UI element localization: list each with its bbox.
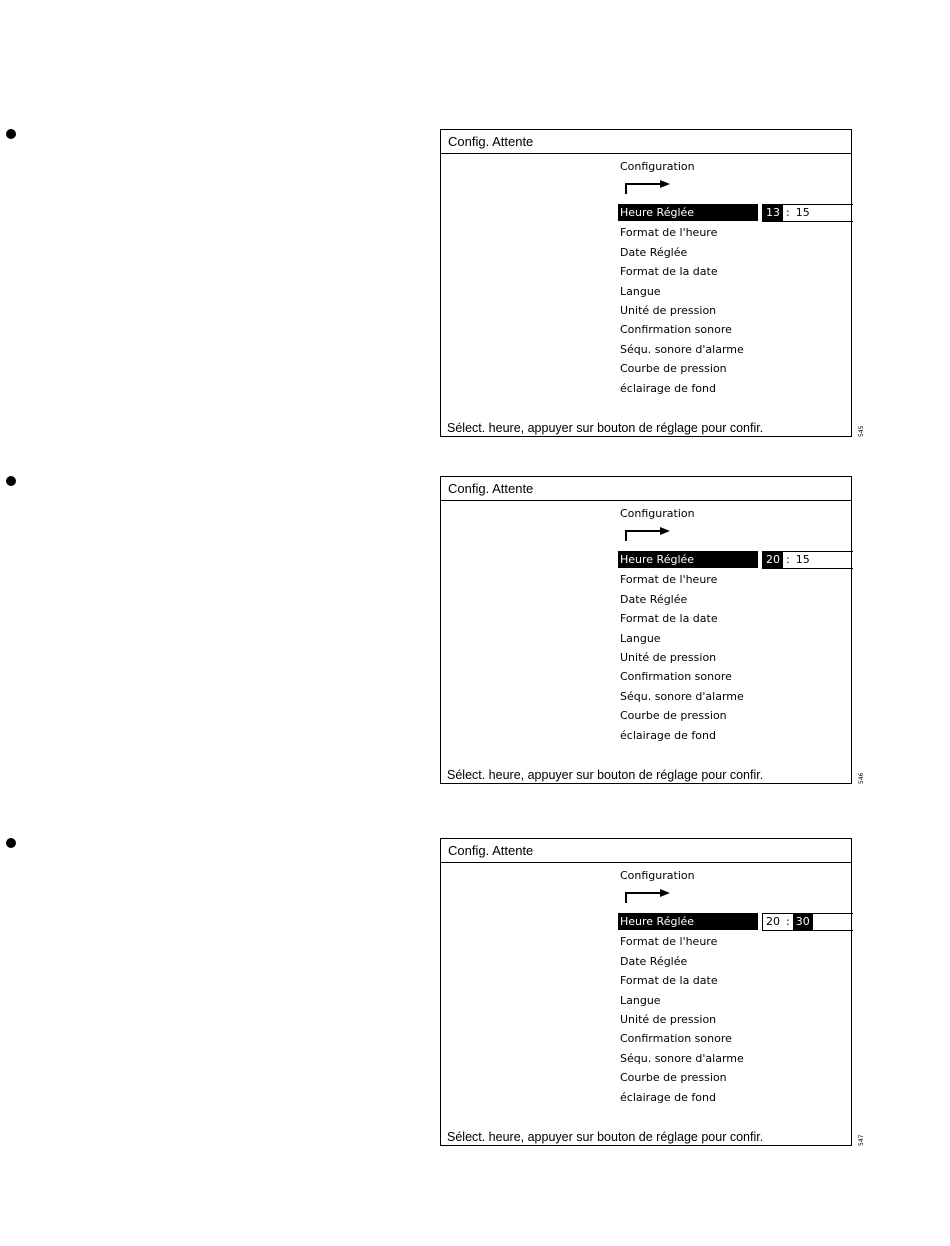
- menu-item-confirmation-sonore[interactable]: Confirmation sonore: [620, 1032, 732, 1046]
- menu-item-format-date[interactable]: Format de la date: [620, 612, 718, 626]
- status-hint: Sélect. heure, appuyer sur bouton de réglage pour confir.: [447, 1130, 764, 1144]
- menu-item-date-reglee[interactable]: Date Réglée: [620, 592, 688, 606]
- menu-item-eclairage-fond[interactable]: éclairage de fond: [620, 1090, 716, 1104]
- menu-item-sequ-sonore-alarme[interactable]: Séqu. sonore d'alarme: [620, 689, 744, 703]
- time-field[interactable]: [762, 551, 853, 569]
- screen-title: Config. Attente: [441, 130, 851, 154]
- menu-item-format-heure[interactable]: Format de l'heure: [620, 226, 718, 240]
- menu-item-date-reglee[interactable]: Date Réglée: [620, 954, 688, 968]
- status-hint: Sélect. heure, appuyer sur bouton de réglage pour confir.: [447, 768, 764, 782]
- submenu-arrow-icon: [624, 179, 672, 195]
- menu-item-courbe-pression[interactable]: Courbe de pression: [620, 362, 727, 376]
- settings-menu: [618, 551, 758, 745]
- hours-value[interactable]: 13: [763, 205, 783, 221]
- menu-item-heure-reglee[interactable]: Heure Réglée: [618, 551, 758, 568]
- screen-3: [440, 838, 852, 1146]
- screen-title: Config. Attente: [441, 839, 851, 863]
- time-field[interactable]: [762, 204, 853, 222]
- hours-value[interactable]: 20: [763, 552, 783, 568]
- menu-item-confirmation-sonore[interactable]: Confirmation sonore: [620, 670, 732, 684]
- bullet-1: [6, 129, 16, 139]
- menu-item-format-date[interactable]: Format de la date: [620, 265, 718, 279]
- menu-item-confirmation-sonore[interactable]: Confirmation sonore: [620, 323, 732, 337]
- menu-item-unite-pression[interactable]: Unité de pression: [620, 650, 717, 664]
- minutes-value[interactable]: 15: [795, 553, 810, 566]
- time-separator: :: [786, 553, 790, 566]
- menu-item-langue[interactable]: Langue: [620, 284, 661, 298]
- time-field[interactable]: [762, 913, 853, 931]
- bullet-3: [6, 838, 16, 848]
- submenu-arrow-icon: [624, 888, 672, 904]
- menu-item-date-reglee[interactable]: Date Réglée: [620, 245, 688, 259]
- screen-title: Config. Attente: [441, 477, 851, 501]
- figure-number: 547: [858, 1134, 865, 1146]
- menu-item-unite-pression[interactable]: Unité de pression: [620, 303, 717, 317]
- minutes-value[interactable]: 30: [793, 914, 813, 930]
- menu-item-courbe-pression[interactable]: Courbe de pression: [620, 709, 727, 723]
- menu-item-format-date[interactable]: Format de la date: [620, 974, 718, 988]
- menu-item-unite-pression[interactable]: Unité de pression: [620, 1012, 717, 1026]
- figure-number: 546: [858, 772, 865, 784]
- hours-value[interactable]: 20: [766, 915, 780, 928]
- submenu-arrow-icon: [624, 526, 672, 542]
- menu-item-eclairage-fond[interactable]: éclairage de fond: [620, 381, 716, 395]
- menu-item-heure-reglee[interactable]: Heure Réglée: [618, 913, 758, 930]
- bullet-2: [6, 476, 16, 486]
- settings-menu: [618, 204, 758, 398]
- menu-item-heure-reglee[interactable]: Heure Réglée: [618, 204, 758, 221]
- menu-item-courbe-pression[interactable]: Courbe de pression: [620, 1071, 727, 1085]
- screen-2: [440, 476, 852, 784]
- status-hint: Sélect. heure, appuyer sur bouton de réglage pour confir.: [447, 421, 764, 435]
- screen-1: [440, 129, 852, 437]
- figure-number: 545: [858, 425, 865, 437]
- menu-item-format-heure[interactable]: Format de l'heure: [620, 573, 718, 587]
- menu-item-eclairage-fond[interactable]: éclairage de fond: [620, 728, 716, 742]
- menu-item-sequ-sonore-alarme[interactable]: Séqu. sonore d'alarme: [620, 342, 744, 356]
- menu-item-langue[interactable]: Langue: [620, 993, 661, 1007]
- menu-item-sequ-sonore-alarme[interactable]: Séqu. sonore d'alarme: [620, 1051, 744, 1065]
- time-separator: :: [786, 915, 790, 928]
- menu-item-langue[interactable]: Langue: [620, 631, 661, 645]
- settings-menu: [618, 913, 758, 1107]
- breadcrumb: Configuration: [620, 869, 695, 882]
- menu-item-format-heure[interactable]: Format de l'heure: [620, 935, 718, 949]
- time-separator: :: [786, 206, 790, 219]
- breadcrumb: Configuration: [620, 160, 695, 173]
- minutes-value[interactable]: 15: [795, 206, 810, 219]
- breadcrumb: Configuration: [620, 507, 695, 520]
